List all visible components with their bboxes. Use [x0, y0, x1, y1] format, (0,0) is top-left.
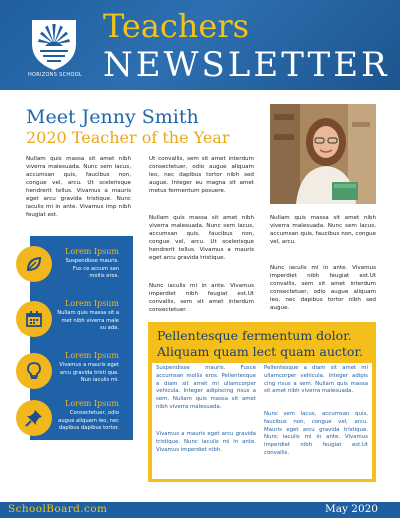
sidebar-item-2: [30, 294, 133, 340]
header-banner: [0, 0, 400, 90]
newsletter-title-top: Teachers: [103, 7, 250, 45]
lightbulb-icon: [16, 353, 52, 389]
feature-col2-paragraph-2: Nullam quis massa sit amet nibh viverra malesuada. Nunc sem lacus, accumsan quis, faucibus non, congue vel, arcu. Ut scelerisque hendrerit tellus. Vivamus a mauris eget arcu gravida tristique.: [149, 215, 254, 261]
pushpin-icon: [16, 400, 52, 436]
sidebar-item-title: Lorem Ipsum: [65, 399, 119, 408]
feature-col3-paragraph-1: Nullam quis massa sit amet nibh viverra malesuada. Nunc sem lacus, accumsan quis, faucibus non, congue vel, arcu.: [270, 215, 376, 245]
sidebar-item-text: Consectetuer, odio augue aliquam leo, nec dapibus dapibus tortor.: [58, 410, 119, 431]
callout-col1-paragraph-1: Suspendisse mauris. Fusce accumsan mollis eros. Pellentesque a diam sit amet mi ullamcorper vehicula. Integer adipiscing risus a sem. Nullam quis massa sit amet nibh viverra malesuada.: [156, 365, 256, 410]
newsletter-title-bottom: NEWSLETTER: [103, 45, 390, 85]
sidebar-item-title: Lorem Ipsum: [65, 351, 119, 360]
sidebar-item-4: [30, 394, 133, 440]
callout-box: [148, 322, 376, 482]
feature-col2-paragraph-1: Ut convallis, sem sit amet interdum consectetuer, odio augue aliquam leo, nec dapibus tortor nibh sed augue. Integer eu magna sit amet metus fermentum posuere.: [149, 156, 254, 194]
sidebar-item-title: Lorem Ipsum: [65, 299, 119, 308]
callout-body: [152, 363, 372, 479]
teacher-portrait-image: [270, 104, 376, 204]
sidebar-item-text: Nullam quis massa sit a met nibh viverra male su ada.: [57, 310, 119, 331]
callout-col2-paragraph-2: Nunc sem lacus, accumsan quis, faucibus non, congue vel, arcu. Mauris eget arcu gravida tristique. Nunc iaculis mi in ante. Vivamus imperdiet nibh feugiat est.Ut convallis.: [264, 411, 368, 456]
feature-col2-paragraph-3: Nunc iaculis mi in ante. Vivamus imperdiet nibh feugiat est.Ut convallis, sem sit amet interdum consectetuer.: [149, 283, 254, 313]
calendar-icon: [16, 301, 52, 337]
sidebar-item-text: Vivamus a mauris eget arcu gravida tristi que. Nun iaculis mi.: [59, 362, 119, 383]
callout-heading: Pellentesque fermentum dolor. Aliquam quam lect quam auctor.: [157, 328, 364, 359]
feature-heading: Meet Jenny Smith: [26, 106, 199, 128]
sidebar-item-1: [30, 242, 133, 288]
feature-col3-paragraph-2: Nunc iaculis mi in ante. Vivamus imperdiet nibh feugiat est.Ut convallis, sem sit amet interdum consectetuer, odio augue aliquam leo, nec dapibus tortor nibh sed augue.: [270, 265, 376, 311]
sidebar-item-3: [30, 346, 133, 392]
sunrise-logo-icon: [28, 12, 80, 72]
sidebar-panel: [30, 236, 133, 440]
teacher-photo: [270, 104, 376, 204]
footer-bar: [0, 502, 400, 518]
callout-col2-paragraph-1: Pellentesque a diam sit amet mi ullamcorper vehicula. Integer adipis cing risus a sem. Nullam quis massa sit amet nibh viverra malesuada.: [264, 365, 368, 395]
callout-col1-paragraph-2: Vivamus a mauris eget arcu gravida tristique. Nunc iaculis mi in ante. Vivamus imperdiet nibh.: [156, 431, 256, 453]
footer-date: May 2020: [324, 503, 378, 515]
feature-col1-paragraph: Nullam quis massa sit amet nibh viverra malesuada. Nunc sem lacus, accumsan quis, faucibus non, congue vel, arcu. Ut scelerisque hendrerit tellus. Vivamus a mauris eget arcu gravida tristique. Nunc iaculis mi in ante. Vivamus imp nibh feugiat est.: [26, 156, 131, 218]
feature-subheading: 2020 Teacher of the Year: [26, 128, 230, 147]
footer-website-link[interactable]: SchoolBoard.com: [8, 503, 108, 515]
leaf-icon: [16, 246, 52, 282]
school-name: HORIZONS SCHOOL: [27, 72, 83, 78]
sidebar-item-text: Suspendisse mauris. Fus ce accum san mollis eros.: [65, 258, 119, 279]
sidebar-item-title: Lorem Ipsum: [65, 247, 119, 256]
